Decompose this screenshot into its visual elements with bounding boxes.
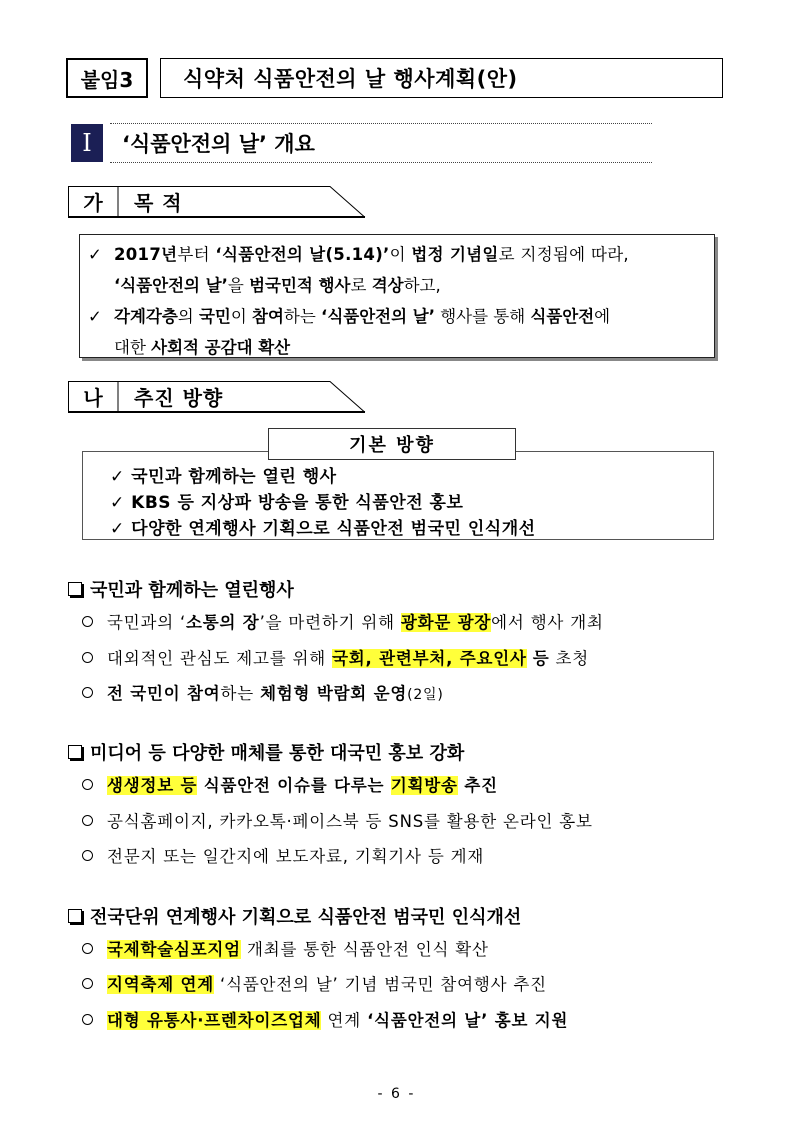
text-run: 체험형 박람회 운영: [260, 684, 408, 703]
circle-bullet-icon: [82, 779, 93, 790]
divider: [110, 162, 652, 163]
text-run: ‘식품안전의 날’ 홍보 지원: [367, 1011, 569, 1030]
topic-heading: [68, 576, 294, 602]
bullet-item: [82, 772, 498, 796]
highlighted-text: 대형 유통사·프렌차이즈업체: [107, 1011, 322, 1030]
subheading-letter: 나: [83, 385, 103, 410]
direction-item: ✓ KBS 등 지상파 방송을 통한 식품안전 홍보: [110, 493, 464, 513]
bullet-item: [82, 1007, 568, 1031]
topic-title: 전국단위 연계행사 기획으로 식품안전 범국민 인식개선: [90, 907, 522, 928]
purpose-line: [88, 301, 704, 332]
text-run: ‘식품안전의 날(5.14)’: [215, 245, 390, 264]
text-run: 전문지 또는 일간지에 보도자료, 기획기사 등 게재: [107, 847, 485, 866]
text-run: 식품안전: [530, 307, 595, 326]
page-number: - 6 -: [377, 1086, 416, 1102]
topic-heading: [68, 739, 464, 765]
divider: [110, 123, 652, 124]
text-run: 등: [532, 649, 550, 668]
text-run: ’을 마련하기 위해: [259, 613, 401, 632]
text-run: 공식홈페이지, 카카오톡·페이스북 등 SNS를 활용한 온라인 홍보: [107, 812, 593, 831]
highlighted-text: 생생정보 등: [107, 776, 198, 795]
text-run: 참여: [252, 307, 284, 326]
purpose-line: [88, 239, 704, 270]
text-run: 이: [230, 307, 253, 326]
bullet-item: [82, 680, 444, 704]
text-run: 연계: [321, 1011, 368, 1030]
text-run: ‘식품안전의 날’: [321, 307, 435, 326]
text-run: 대한: [114, 338, 152, 357]
text-run: 국민: [198, 307, 231, 326]
section-title: ‘식품안전의 날’ 개요: [122, 132, 315, 156]
highlighted-text: 광화문 광장: [400, 613, 492, 632]
direction-label: 기본 방향: [268, 428, 516, 460]
square-bullet-icon: [68, 582, 82, 596]
highlighted-text: 기획방송: [390, 776, 458, 795]
text-run: 국민과의 ‘: [107, 613, 187, 632]
circle-bullet-icon: [82, 815, 93, 826]
square-bullet-icon: [68, 909, 82, 923]
bullet-item: [82, 609, 604, 633]
circle-bullet-icon: [82, 616, 93, 627]
text-run: 소통의 장: [186, 613, 260, 632]
square-bullet-icon: [68, 745, 82, 759]
highlighted-text: 국회, 관련부처, 주요인사: [332, 649, 527, 668]
text-run: 하는: [220, 684, 261, 703]
text-run: 부터: [177, 245, 216, 264]
text-run: 개최를 통한 식품안전 인식 확산: [240, 940, 489, 959]
text-run: 대외적인 관심도 제고를 위해: [107, 649, 333, 668]
text-run: 을: [227, 276, 250, 295]
text-run: 의: [177, 307, 199, 326]
circle-bullet-icon: [82, 652, 93, 663]
text-run: 초청: [549, 649, 590, 668]
purpose-line: [88, 270, 704, 301]
circle-bullet-icon: [82, 687, 93, 698]
attachment-tag: 붙임3: [66, 58, 148, 98]
subheading-direction: [68, 381, 368, 411]
circle-bullet-icon: [82, 1014, 93, 1025]
text-run: 추진: [457, 776, 498, 795]
subheading-title: 추진 방향: [134, 385, 224, 410]
check-icon: ✓: [88, 307, 102, 326]
check-icon: ✓: [88, 245, 102, 264]
highlighted-text: 국제학술심포지엄: [107, 940, 241, 959]
text-run: 로: [350, 276, 372, 295]
document-title: 식약처 식품안전의 날 행사계획(안): [160, 58, 723, 98]
bullet-item: [82, 936, 489, 960]
purpose-line: [88, 332, 704, 363]
bullet-item: [82, 808, 593, 832]
topic-heading: [68, 903, 521, 929]
circle-bullet-icon: [82, 850, 93, 861]
subheading-letter: 가: [83, 190, 103, 215]
text-run: 식품안전 이슈를 다루는: [197, 776, 391, 795]
text-run: 하는: [283, 307, 322, 326]
text-run: 격상: [371, 276, 404, 295]
bullet-item: [82, 843, 484, 867]
text-run: (2일): [407, 687, 444, 703]
bullet-item: [82, 971, 547, 995]
section-number: I: [71, 124, 103, 162]
text-run: 이: [389, 245, 412, 264]
text-run: ‘식품안전의 날’: [114, 276, 228, 295]
circle-bullet-icon: [82, 978, 93, 989]
text-run: 전 국민이 참여: [107, 684, 221, 703]
text-run: 하고,: [403, 276, 441, 295]
bullet-item: [82, 645, 589, 669]
subheading-title: 목 적: [134, 190, 183, 215]
topic-title: 국민과 함께하는 열린행사: [90, 580, 294, 601]
text-run: 로 지정됨에 따라,: [498, 245, 629, 264]
text-run: 에: [594, 307, 611, 326]
direction-item: ✓ 국민과 함께하는 열린 행사: [110, 467, 337, 487]
text-run: 에서 행사 개최: [491, 613, 604, 632]
purpose-box: [79, 234, 715, 358]
circle-bullet-icon: [82, 943, 93, 954]
text-run: 사회적 공감대 확산: [151, 338, 291, 357]
topic-title: 미디어 등 다양한 매체를 통한 대국민 홍보 강화: [90, 743, 465, 764]
text-run: ‘식품안전의 날’ 기념 범국민 참여행사 추진: [213, 975, 547, 994]
text-run: 각계각층: [114, 307, 178, 326]
text-run: 범국민적 행사: [249, 276, 351, 295]
highlighted-text: 지역축제 연계: [107, 975, 214, 994]
direction-item: ✓ 다양한 연계행사 기획으로 식품안전 범국민 인식개선: [110, 519, 536, 539]
text-run: 법정 기념일: [411, 245, 499, 264]
text-run: 2017년: [114, 245, 178, 264]
subheading-purpose: [68, 186, 368, 216]
text-run: 행사를 통해: [434, 307, 531, 326]
